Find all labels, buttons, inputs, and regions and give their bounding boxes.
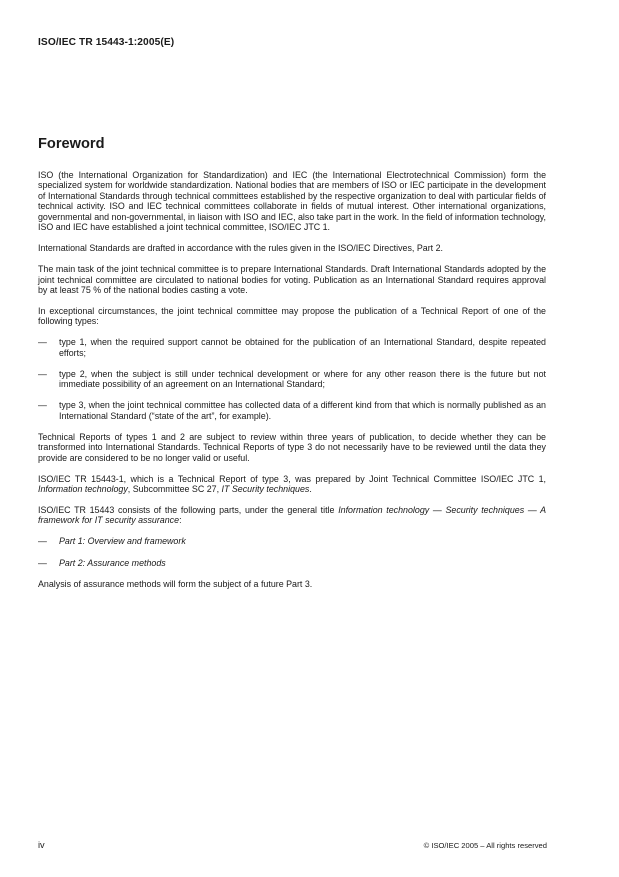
subcommittee-title: IT Security techniques [221, 483, 310, 494]
list-item-text: Part 2: Assurance methods [59, 557, 166, 568]
paragraph-organizations: ISO (the International Organization for Standardization) and IEC (the International Electrotechnical Commission) form the specialized system for worldwide standardization. National bodies that are members of ISO or IEC participate in the development of International Standards through technical committees established by the respective organization to deal with particular fields of technical activity. ISO and IEC technical committees collaborate in fields of mutual interest. Other international organizations, governmental and non-governmental, in liaison with ISO and IEC, also take part in the work. In the field of information technology, ISO and IEC have established a joint technical committee, ISO/IEC JTC 1. [38, 170, 546, 233]
dash-marker: — [38, 368, 47, 379]
list-item-type-2 [38, 369, 546, 390]
paragraph-directives: International Standards are drafted in accordance with the rules given in the ISO/IEC Directives, Part 2. [38, 243, 444, 254]
foreword-body [38, 170, 546, 600]
paragraph-parts-intro: ISO/IEC TR 15443 consists of the following parts, under the general title Information technology — Security techniques — A framework for IT security assurance: [38, 504, 546, 526]
list-item-text: type 3, when the joint technical committee has collected data of a different kind from that which is normally published as an International Standard (“state of the art”, for example). [59, 400, 546, 421]
list-item-text: type 2, when the subject is still under technical development or where for any other reason there is the future but not immediate possibility of an agreement on an International Standard; [59, 368, 546, 390]
committee-title: Information technology [38, 483, 128, 494]
document-identifier: ISO/IEC TR 15443-1:2005(E) [38, 37, 175, 48]
paragraph-main-task: The main task of the joint technical committee is to prepare International Standards. Draft International Standards adopted by the joint technical committee are circulated to national bodies for voting. Publication as an International Standard requires approval by at least 75 % of the national bodies casting a vote. [38, 264, 546, 296]
paragraph-exceptional: In exceptional circumstances, the joint technical committee may propose the publication of a Technical Report of one of the following types: [38, 306, 546, 327]
list-item-text: type 1, when the required support cannot be obtained for the publication of an International Standard, despite repeated efforts; [59, 337, 546, 358]
dash-marker: — [38, 400, 47, 411]
copyright-notice: © ISO/IEC 2005 – All rights reserved [423, 841, 547, 850]
list-item-type-3 [38, 400, 546, 421]
paragraph-review: Technical Reports of types 1 and 2 are subject to review within three years of publication, to decide whether they can be transformed into International Standards. Technical Reports of type 3 do not necessarily have to be reviewed until the data they provide are considered to be no longer valid or useful. [38, 431, 546, 463]
list-item-part-2 [38, 558, 546, 568]
dash-marker: — [38, 557, 47, 568]
page-title: Foreword [38, 136, 105, 152]
paragraph-prepared-by: ISO/IEC TR 15443-1, which is a Technical Report of type 3, was prepared by Joint Technical Committee ISO/IEC JTC 1, Information technology, Subcommittee SC 27, IT Security techniques. [38, 473, 546, 494]
dash-marker: — [38, 536, 47, 547]
paragraph-future-part: Analysis of assurance methods will form the subject of a future Part 3. [38, 579, 313, 590]
dash-marker: — [38, 337, 47, 348]
list-item-text: Part 1: Overview and framework [59, 536, 186, 547]
general-title: Information technology — Security techniques — A framework for IT security assurance [38, 504, 546, 526]
list-item-type-1 [38, 337, 546, 358]
page-number: iv [38, 840, 45, 850]
list-item-part-1 [38, 536, 546, 546]
